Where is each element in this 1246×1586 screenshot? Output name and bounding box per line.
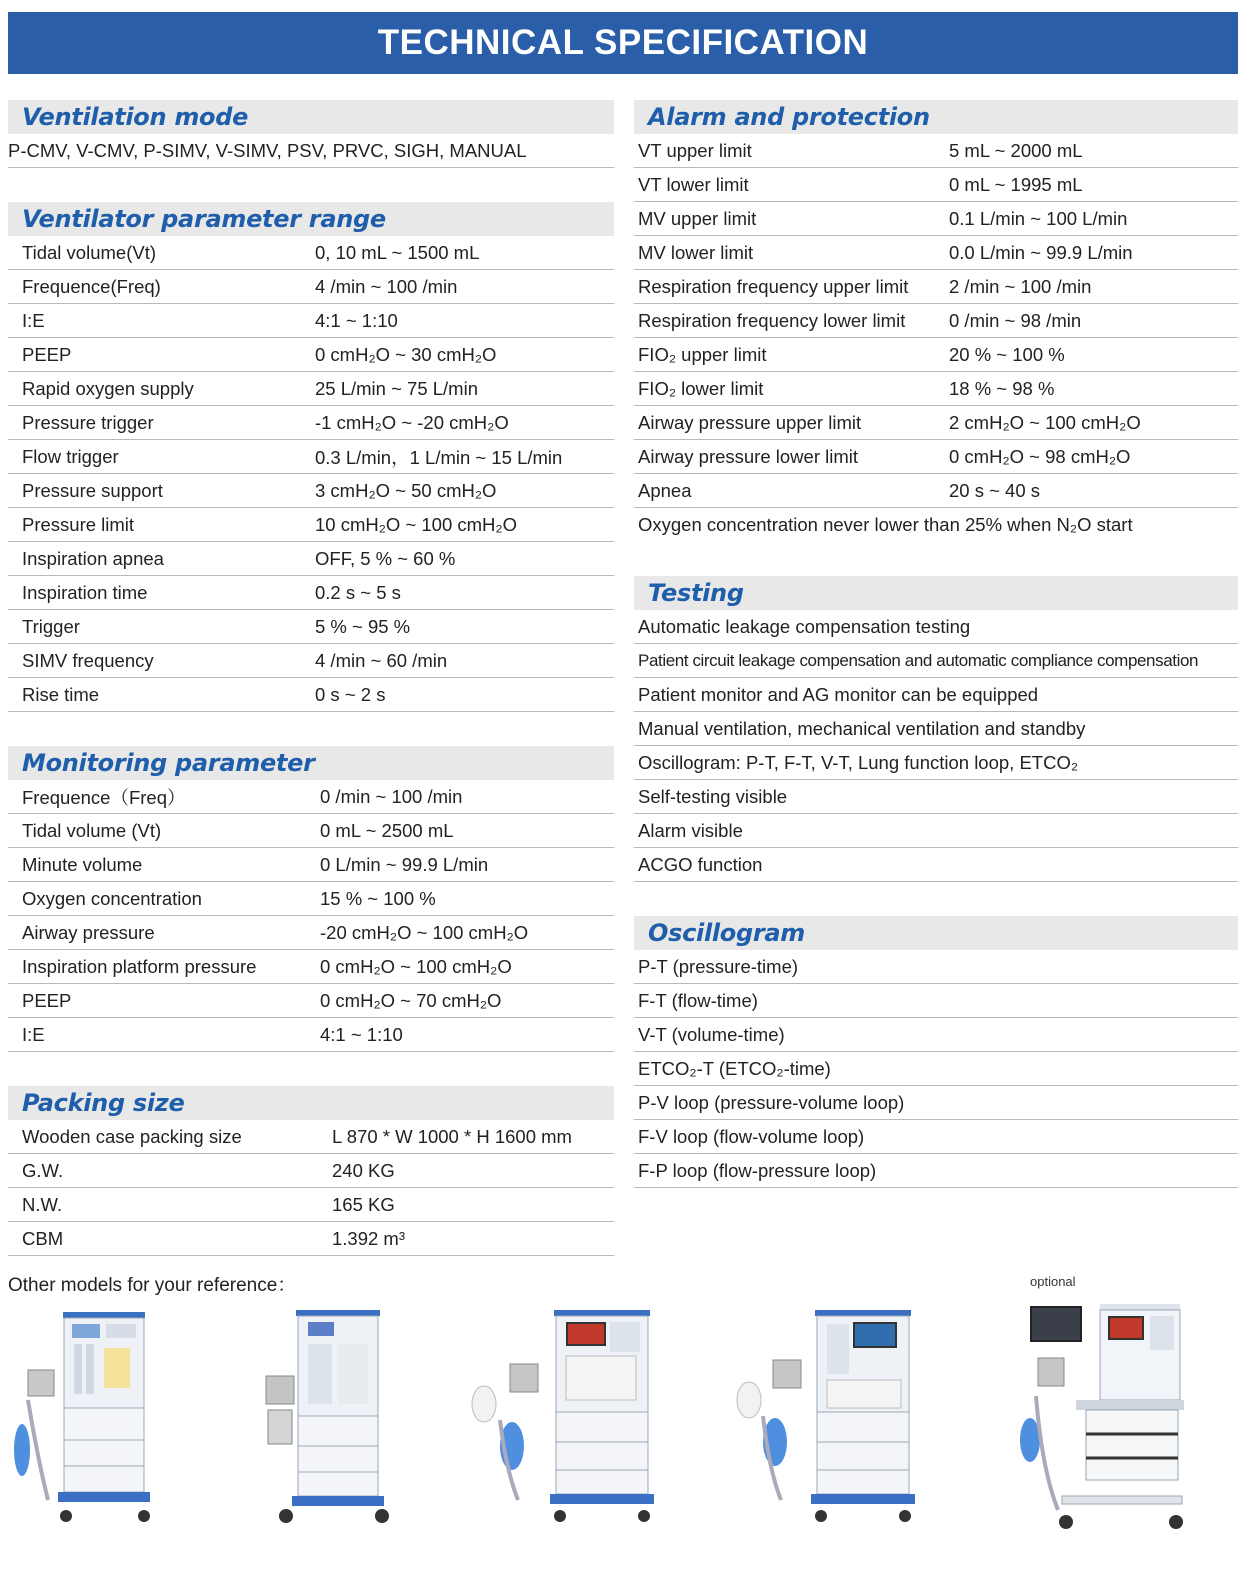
packing-section xyxy=(8,1086,614,1256)
alarm-section xyxy=(634,100,1238,542)
spec-value: 0 mL ~ 1995 mL xyxy=(949,173,1083,195)
section-title: Ventilation mode xyxy=(22,103,249,131)
list-item xyxy=(634,678,1238,712)
spec-row xyxy=(8,236,614,270)
spec-label: Pressure support xyxy=(22,479,163,501)
section-title: Alarm and protection xyxy=(648,103,930,131)
list-item-text: Manual ventilation, mechanical ventilation and standby xyxy=(638,717,1086,739)
section-header xyxy=(634,576,1238,610)
spec-label: FIO₂ lower limit xyxy=(638,377,764,399)
spec-value: 0 cmH₂O ~ 70 cmH₂O xyxy=(320,989,502,1011)
spec-label: Airway pressure lower limit xyxy=(638,445,858,467)
spec-row xyxy=(8,576,614,610)
spec-value: 2 cmH₂O ~ 100 cmH₂O xyxy=(949,411,1141,433)
section-title: Monitoring parameter xyxy=(22,749,315,777)
spec-row xyxy=(634,168,1238,202)
spec-label: FIO₂ upper limit xyxy=(638,343,767,365)
spec-label: Frequence(Freq) xyxy=(22,275,161,297)
spec-row xyxy=(634,406,1238,440)
spec-value: 20 % ~ 100 % xyxy=(949,343,1065,365)
spec-value: 4:1 ~ 1:10 xyxy=(320,1023,403,1045)
spec-value: 5 mL ~ 2000 mL xyxy=(949,139,1083,161)
spec-row xyxy=(634,270,1238,304)
spec-row xyxy=(634,474,1238,508)
spec-row xyxy=(8,372,614,406)
list-item xyxy=(634,984,1238,1018)
spec-label: Apnea xyxy=(638,479,692,501)
list-item-text: ETCO₂-T (ETCO₂-time) xyxy=(638,1057,831,1079)
spec-row xyxy=(8,1154,614,1188)
ventilation-mode-row xyxy=(8,134,614,168)
anesthesia-machine-image-1 xyxy=(8,1300,158,1530)
spec-value: 0 cmH₂O ~ 30 cmH₂O xyxy=(315,343,497,365)
section-title: Ventilator parameter range xyxy=(22,205,386,233)
spec-row xyxy=(634,304,1238,338)
spec-value: OFF, 5 % ~ 60 % xyxy=(315,547,456,569)
spec-row xyxy=(8,1018,614,1052)
list-item-text: ACGO function xyxy=(638,853,763,875)
spec-label: Inspiration time xyxy=(22,581,148,603)
spec-row xyxy=(634,134,1238,168)
section-title: Testing xyxy=(648,579,744,607)
spec-label: Pressure trigger xyxy=(22,411,154,433)
spec-value: 0.3 L/min，1 L/min ~ 15 L/min xyxy=(315,446,563,468)
spec-row xyxy=(8,644,614,678)
section-header xyxy=(634,916,1238,950)
spec-row xyxy=(8,304,614,338)
spec-value: 0.1 L/min ~ 100 L/min xyxy=(949,207,1128,229)
spec-value: 0 cmH₂O ~ 98 cmH₂O xyxy=(949,445,1131,467)
section-header xyxy=(8,746,614,780)
list-item-text: Alarm visible xyxy=(638,819,743,841)
spec-row xyxy=(8,338,614,372)
spec-label: I:E xyxy=(22,309,45,331)
spec-value: 2 /min ~ 100 /min xyxy=(949,275,1092,297)
spec-row xyxy=(8,984,614,1018)
spec-row xyxy=(8,508,614,542)
spec-value: 0 cmH₂O ~ 100 cmH₂O xyxy=(320,955,512,977)
spec-value: 15 % ~ 100 % xyxy=(320,887,436,909)
spec-value: 0 mL ~ 2500 mL xyxy=(320,819,454,841)
ventilation-mode-section xyxy=(8,100,614,168)
spec-value: 0, 10 mL ~ 1500 mL xyxy=(315,241,480,263)
spec-label: Wooden case packing size xyxy=(22,1125,242,1147)
spec-label: MV upper limit xyxy=(638,207,757,229)
spec-row xyxy=(8,780,614,814)
spec-label: PEEP xyxy=(22,989,72,1011)
optional-label: optional xyxy=(1030,1274,1076,1289)
spec-value: 4 /min ~ 60 /min xyxy=(315,649,448,671)
list-item-text: Oscillogram: P-T, F-T, V-T, Lung function loop, ETCO₂ xyxy=(638,751,1079,773)
alarm-note-row xyxy=(634,508,1238,542)
spec-value: 4:1 ~ 1:10 xyxy=(315,309,398,331)
list-item xyxy=(634,1086,1238,1120)
spec-row xyxy=(8,950,614,984)
list-item xyxy=(634,1154,1238,1188)
spec-row xyxy=(8,542,614,576)
spec-row xyxy=(8,1222,614,1256)
list-item xyxy=(634,610,1238,644)
spec-label: Tidal volume(Vt) xyxy=(22,241,156,263)
spec-label: Respiration frequency lower limit xyxy=(638,309,906,331)
spec-label: Trigger xyxy=(22,615,80,637)
spec-label: G.W. xyxy=(22,1159,64,1181)
section-header xyxy=(8,1086,614,1120)
spec-row xyxy=(8,678,614,712)
list-item xyxy=(634,1120,1238,1154)
section-title: Oscillogram xyxy=(648,919,806,947)
spec-row xyxy=(8,814,614,848)
spec-row xyxy=(634,440,1238,474)
list-item-text: F-P loop (flow-pressure loop) xyxy=(638,1159,877,1181)
spec-row xyxy=(8,474,614,508)
list-item xyxy=(634,644,1238,678)
spec-value: 240 KG xyxy=(332,1159,395,1181)
spec-label: Inspiration apnea xyxy=(22,547,164,569)
spec-label: CBM xyxy=(22,1227,64,1249)
list-item xyxy=(634,950,1238,984)
anesthesia-machine-image-2 xyxy=(262,1300,392,1530)
list-item-text: Automatic leakage compensation testing xyxy=(638,615,971,637)
list-item xyxy=(634,712,1238,746)
spec-label: VT upper limit xyxy=(638,139,752,161)
spec-label: Frequence（Freq） xyxy=(22,786,186,808)
spec-value: 0.0 L/min ~ 99.9 L/min xyxy=(949,241,1133,263)
anesthesia-machine-image-4 xyxy=(735,1300,925,1530)
oscillogram-section xyxy=(634,916,1238,1188)
spec-label: Respiration frequency upper limit xyxy=(638,275,909,297)
list-item xyxy=(634,848,1238,882)
list-item-text: Patient monitor and AG monitor can be equipped xyxy=(638,683,1039,705)
list-item xyxy=(634,780,1238,814)
spec-label: Minute volume xyxy=(22,853,143,875)
spec-label: Tidal volume (Vt) xyxy=(22,819,162,841)
spec-row xyxy=(634,338,1238,372)
monitoring-section xyxy=(8,746,614,1052)
ventilation-mode-text: P-CMV, V-CMV, P-SIMV, V-SIMV, PSV, PRVC, SIGH, MANUAL xyxy=(8,139,527,161)
spec-label: Airway pressure upper limit xyxy=(638,411,862,433)
alarm-note: Oxygen concentration never lower than 25% when N₂O start xyxy=(638,514,1133,535)
spec-label: Oxygen concentration xyxy=(22,887,202,909)
anesthesia-machine-image-3 xyxy=(470,1300,660,1530)
spec-value: -20 cmH₂O ~ 100 cmH₂O xyxy=(320,921,529,943)
spec-row xyxy=(8,440,614,474)
list-item-text: V-T (volume-time) xyxy=(638,1023,785,1045)
spec-value: 0 L/min ~ 99.9 L/min xyxy=(320,853,489,875)
list-item xyxy=(634,1052,1238,1086)
list-item-text: P-V loop (pressure-volume loop) xyxy=(638,1091,905,1113)
spec-row xyxy=(8,1188,614,1222)
list-item xyxy=(634,814,1238,848)
reference-label: Other models for your reference： xyxy=(8,1275,297,1296)
spec-label: Inspiration platform pressure xyxy=(22,955,257,977)
spec-label: PEEP xyxy=(22,343,72,365)
page-title: TECHNICAL SPECIFICATION xyxy=(377,23,869,62)
spec-value: 0 /min ~ 98 /min xyxy=(949,309,1082,331)
section-header xyxy=(634,100,1238,134)
title-banner xyxy=(8,12,1238,74)
spec-value: -1 cmH₂O ~ -20 cmH₂O xyxy=(315,411,509,433)
anesthesia-machine-image-5 xyxy=(1016,1300,1186,1536)
spec-label: Rise time xyxy=(22,683,100,705)
spec-label: Airway pressure xyxy=(22,921,155,943)
spec-value: 10 cmH₂O ~ 100 cmH₂O xyxy=(315,513,517,535)
testing-section xyxy=(634,576,1238,882)
spec-row xyxy=(634,372,1238,406)
section-title: Packing size xyxy=(22,1089,185,1117)
left-column xyxy=(8,100,614,1256)
ventilator-range-section xyxy=(8,202,614,712)
spec-label: VT lower limit xyxy=(638,173,749,195)
spec-value: L 870 * W 1000 * H 1600 mm xyxy=(332,1125,572,1147)
spec-row xyxy=(8,882,614,916)
spec-row xyxy=(8,916,614,950)
spec-value: 18 % ~ 98 % xyxy=(949,377,1055,399)
spec-row xyxy=(8,270,614,304)
spec-row xyxy=(8,1120,614,1154)
spec-row xyxy=(8,406,614,440)
spec-row xyxy=(8,848,614,882)
spec-value: 3 cmH₂O ~ 50 cmH₂O xyxy=(315,479,497,501)
list-item xyxy=(634,1018,1238,1052)
spec-value: 0 s ~ 2 s xyxy=(315,683,386,705)
spec-label: Pressure limit xyxy=(22,513,135,535)
spec-value: 0.2 s ~ 5 s xyxy=(315,581,401,603)
spec-label: Flow trigger xyxy=(22,445,119,467)
list-item-text: Patient circuit leakage compensation and automatic compliance compensation xyxy=(638,650,1199,670)
right-column xyxy=(634,100,1238,1188)
spec-value: 25 L/min ~ 75 L/min xyxy=(315,377,478,399)
spec-label: Rapid oxygen supply xyxy=(22,377,194,399)
spec-label: SIMV frequency xyxy=(22,649,154,671)
list-item-text: Self-testing visible xyxy=(638,785,788,807)
spec-label: N.W. xyxy=(22,1193,63,1215)
list-item-text: F-V loop (flow-volume loop) xyxy=(638,1125,865,1147)
spec-row xyxy=(634,202,1238,236)
spec-value: 1.392 m³ xyxy=(332,1227,406,1249)
list-item xyxy=(634,746,1238,780)
section-header xyxy=(8,100,614,134)
list-item-text: P-T (pressure-time) xyxy=(638,955,799,977)
section-header xyxy=(8,202,614,236)
spec-value: 165 KG xyxy=(332,1193,395,1215)
spec-value: 5 % ~ 95 % xyxy=(315,615,411,637)
spec-value: 0 /min ~ 100 /min xyxy=(320,785,463,807)
spec-row xyxy=(634,236,1238,270)
list-item-text: F-T (flow-time) xyxy=(638,989,758,1011)
spec-value: 4 /min ~ 100 /min xyxy=(315,275,458,297)
spec-label: I:E xyxy=(22,1023,45,1045)
spec-row xyxy=(8,610,614,644)
spec-value: 20 s ~ 40 s xyxy=(949,479,1041,501)
spec-label: MV lower limit xyxy=(638,241,754,263)
